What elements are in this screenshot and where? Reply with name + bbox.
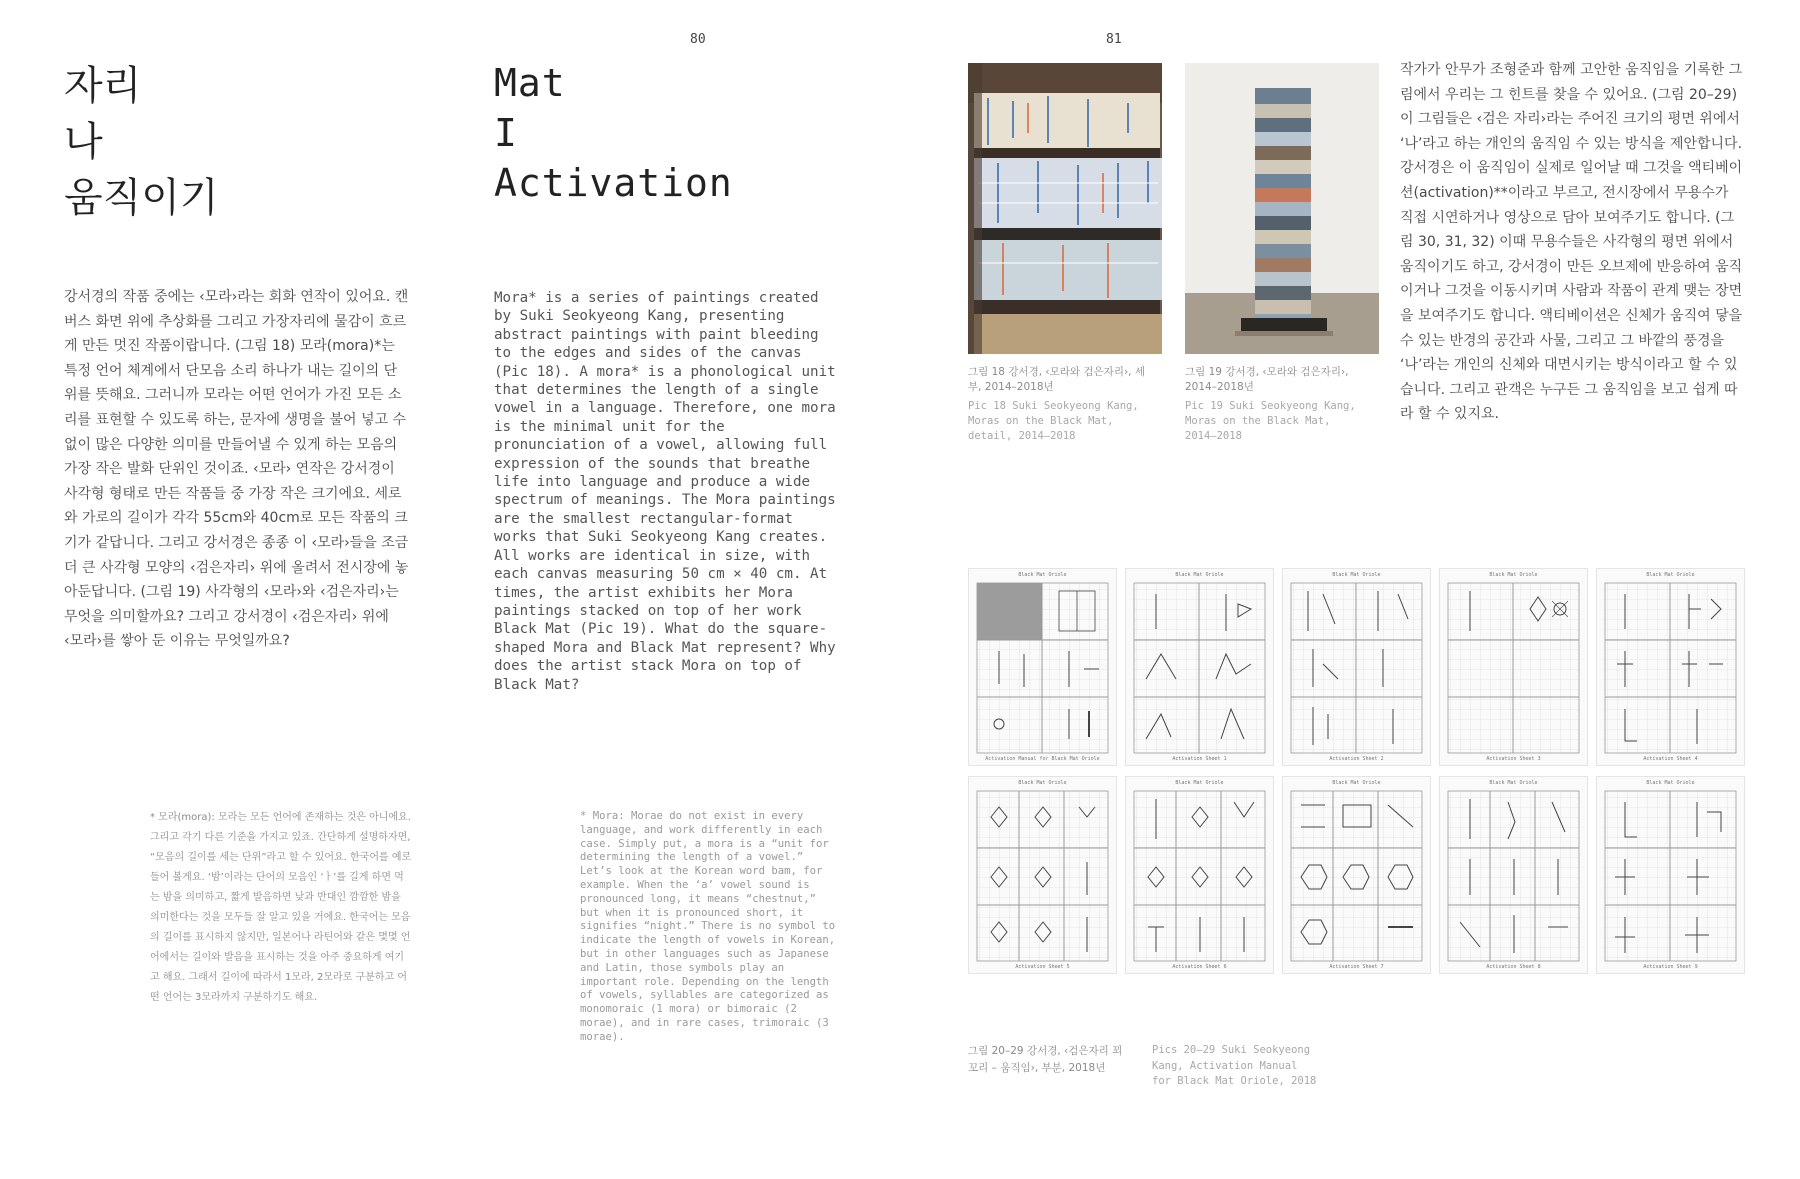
korean-title-line: 움직이기 bbox=[64, 175, 219, 221]
korean-footnote: * 모라(mora): 모라는 모든 언어에 존재하는 것은 아니에요. 그리고 각기 다른 기준을 가지고 있죠. 간단하게 설명하자면, “모음의 길이를 세는 단위”라고 할 수 있어요. 한국어를 예로 들어 볼게요. ‘밤’이라는 단어의 모음인 ‘ㅏ’를 길게 하면 먹는 밤을 의미하고, 짧게 발음하면 낮과 반대인 깜깜한 밤을 의미한다는 것을 모두들 잘 알고 있을 거에요. 한국어는 모음의 길이를 표시하지 않지만, 일본어나 라틴어와 같은 몇몇 언어에서는 길이와 발음을 표시하는 것을 아주 중요하게 여기고 해요. 그래서 길이에 따라서 1모라, 2모라로 구분하고 어떤 언어는 3모라까지 구분하기도 해요. bbox=[150, 812, 412, 1003]
pic19-caption-kr: 그림 19 강서경, ‹모라와 검은자리›, 2014–2018년 bbox=[1185, 366, 1349, 393]
sheet-title: Black Mat Oriole bbox=[1646, 780, 1695, 786]
right-page-body-text: 작가가 안무가 조형준과 함께 고안한 움직임을 기록한 그림에서 우리는 그 힌트를 찾을 수 있어요. (그림 20–29) 이 그림들은 ‹검은 자리›라는 주어진 크기의 평면 위에서 ‘나’라고 하는 개인의 움직임 수 있는 방식을 제안합니다. 강서경은 이 움직임이 실제로 일어날 때 그것을 액티베이션(activation)**이라고 부르고, 전시장에서 무용수가 직접 시연하거나 영상으로 담아 보여주기도 합니다. (그림 30, 31, 32) 이때 무용수들은 사각형의 평면 위에서 움직이기도 하고, 강서경이 만든 오브제에 반응하여 움직이거나 그것을 이동시키며 사람과 작품이 관계 맺는 장면을 보여주기도 합니다. 액티베이션은 신체가 움직여 닿을 수 있는 반경의 공간과 사물, 그리고 그 바깥의 풍경을 ‘나’라는 개인의 신체와 대면시키는 방식이라고 할 수 있습니다. 그리고 관객은 누구든 그 움직임을 보고 쉽게 따라 할 수 있지요. bbox=[1400, 62, 1743, 423]
pic19-caption bbox=[1185, 365, 1365, 444]
sheet-footer: Activation Sheet 4 bbox=[1643, 756, 1698, 762]
sheet-title: Black Mat Oriole bbox=[1489, 572, 1538, 578]
page-number-right: 81 bbox=[1106, 32, 1122, 47]
pic18-image bbox=[968, 63, 1162, 354]
activation-sheet bbox=[1439, 568, 1588, 766]
pics20-29-caption-en: Pics 20–29 Suki Seokyeong Kang, Activation Manual for Black Mat Oriole, 2018 bbox=[1152, 1044, 1317, 1087]
sheet-title: Black Mat Oriole bbox=[1646, 572, 1695, 578]
pics20-29-caption-kr: 그림 20–29 강서경, ‹검은자리 꾀꼬리 – 움직임›, 부분, 2018년 bbox=[968, 1045, 1123, 1074]
english-title-line: I bbox=[494, 111, 518, 155]
sheet-title: Black Mat Oriole bbox=[1332, 572, 1381, 578]
english-body-text: Mora* is a series of paintings created by Suki Seokyeong Kang, presenting abstract paintings with paint bleeding to the edges and sides of the canvas (Pic 18). A mora* is a phonological unit that determines the length of a single vowel in a language. Therefore, one mora is the minimal unit for the pronunciation of a vowel, allowing full expression of the sounds that breathe life into language and produce a wide spectrum of meanings. The Mora paintings are the smallest rectangular-format works that Suki Seokyeong Kang creates. All works are identical in size, with each canvas measuring 50 cm × 40 cm. At times, the artist exhibits her Mora paintings stacked on top of her work Black Mat (Pic 19). What do the square-shaped Mora and Black Mat represent? Why does the artist stack Mora on top of Black Mat? bbox=[494, 290, 836, 693]
pic18-caption bbox=[968, 365, 1148, 444]
sheet-footer: Activation Sheet 2 bbox=[1329, 756, 1384, 762]
korean-body-text: 강서경의 작품 중에는 ‹모라›라는 회화 연작이 있어요. 캔버스 화면 위에 추상화를 그리고 가장자리에 물감이 흐르게 만든 멋진 작품이랍니다. (그림 18) 모라(mora)*는 특정 언어 체계에서 단모음 소리 하나가 내는 길이의 단위를 뜻해요. 그러니까 모라는 어떤 언어가 가진 모든 소리를 표현할 수 있도록 하는, 문자에 생명을 불어 넣고 수없이 많은 다양한 의미를 만들어낼 수 있게 하는 모음의 가장 작은 발화 단위인 것이죠. ‹모라› 연작은 강서경이 사각형 형태로 만든 작품들 중 가장 작은 크기에요. 세로와 가로의 길이가 각각 55cm와 40cm로 모든 작품의 크기가 같답니다. 그리고 강서경은 종종 이 ‹모라›들을 조금 더 큰 사각형 모양의 ‹검은자리› 위에 올려서 전시장에 놓아둔답니다. (그림 19) 사각형의 ‹모라›와 ‹검은자리›는 무엇을 의미할까요? 그리고 강서경이 ‹검은자리› 위에 ‹모라›를 쌓아 둔 이유는 무엇일까요? bbox=[64, 289, 409, 650]
sheet-footer: Activation Sheet 8 bbox=[1486, 964, 1541, 970]
sheet-footer: Activation Sheet 6 bbox=[1172, 964, 1227, 970]
sheet-title: Black Mat Oriole bbox=[1175, 780, 1224, 786]
sheet-footer: Activation Sheet 7 bbox=[1329, 964, 1384, 970]
pic18-photo bbox=[968, 63, 1162, 354]
korean-title bbox=[64, 58, 364, 226]
english-title bbox=[494, 58, 854, 208]
page-number-left: 80 bbox=[690, 32, 706, 47]
pic19-photo bbox=[1185, 63, 1379, 354]
english-title-line: Activation bbox=[494, 161, 733, 205]
activation-sheet bbox=[1596, 568, 1745, 766]
activation-sheet bbox=[1282, 568, 1431, 766]
pic18-caption-kr: 그림 18 강서경, ‹모라와 검은자리›, 세부, 2014–2018년 bbox=[968, 366, 1145, 393]
activation-sheet bbox=[1282, 776, 1431, 974]
activation-sheet bbox=[1125, 776, 1274, 974]
english-title-line: Mat bbox=[494, 61, 566, 105]
pic19-image bbox=[1185, 63, 1379, 354]
sheet-title: Black Mat Oriole bbox=[1489, 780, 1538, 786]
sheet-title: Black Mat Oriole bbox=[1018, 572, 1067, 578]
english-footnote: * Mora: Morae do not exist in every language, and work differently in each case. Simply put, a mora is a “unit for determining the length of a vowel.” Let’s look at the Korean word bam, for example. When the ‘a’ vowel sound is pronounced long, it means “chestnut,” but when it is pronounced short, it signifies “night.” There is no symbol to indicate the length of vowels in Korean, but in other languages such as Japanese and Latin, those symbols play an important role. Depending on the length of vowels, syllables are categorized as monomoraic (1 mora) or bimoraic (2 morae), and in rare cases, trimoraic (3 morae). bbox=[580, 810, 836, 1043]
activation-sheet bbox=[968, 568, 1117, 766]
activation-sheet bbox=[968, 776, 1117, 974]
activation-sheets-grid bbox=[968, 568, 1743, 976]
sheet-footer: Activation Sheet 1 bbox=[1172, 756, 1227, 762]
sheet-footer: Activation Sheet 3 bbox=[1486, 756, 1541, 762]
sheet-footer: Activation Manual for Black Mat Oriole bbox=[985, 756, 1100, 762]
sheet-footer: Activation Sheet 5 bbox=[1015, 964, 1070, 970]
korean-title-line: 자리 bbox=[64, 63, 142, 109]
pic19-caption-en: Pic 19 Suki Seokyeong Kang, Moras on the Black Mat, 2014–2018 bbox=[1185, 400, 1356, 442]
pic18-caption-en: Pic 18 Suki Seokyeong Kang, Moras on the Black Mat, detail, 2014–2018 bbox=[968, 400, 1139, 442]
activation-sheet bbox=[1125, 568, 1274, 766]
activation-sheet bbox=[1596, 776, 1745, 974]
korean-title-line: 나 bbox=[64, 119, 103, 165]
sheet-footer: Activation Sheet 9 bbox=[1643, 964, 1698, 970]
sheet-title: Black Mat Oriole bbox=[1018, 780, 1067, 786]
sheet-title: Black Mat Oriole bbox=[1175, 572, 1224, 578]
sheet-title: Black Mat Oriole bbox=[1332, 780, 1381, 786]
activation-sheet bbox=[1439, 776, 1588, 974]
